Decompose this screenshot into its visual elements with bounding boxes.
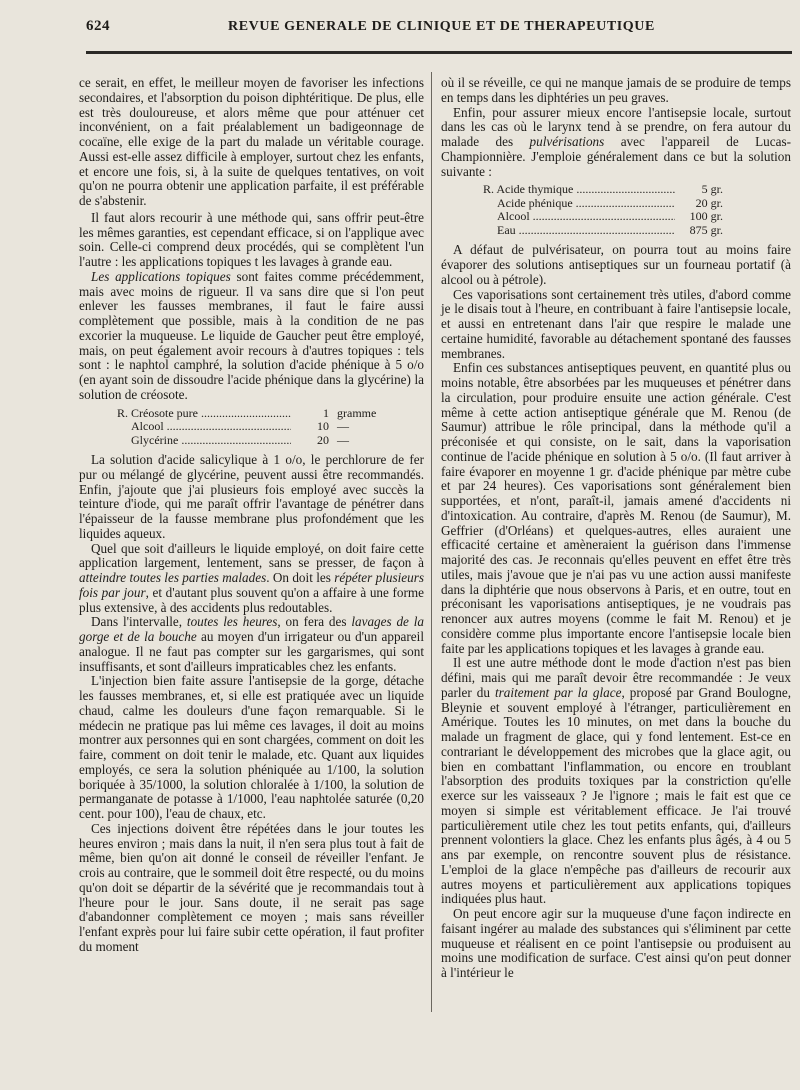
prescription-line: [483, 197, 723, 211]
prescription-line: [117, 407, 393, 421]
paragraph-text: . On doit les: [266, 570, 335, 585]
page-header: [0, 14, 800, 40]
right-column: [441, 76, 791, 981]
paragraph-text: au moyen d'un irrigateur ou d'un appareil analogue. Il ne faut pas compter sur les gargarismes, qui sont insuffisants, et sont d'ailleurs impraticables chez les enfants.: [79, 629, 424, 674]
emphasis: pulvérisations: [529, 134, 605, 149]
paragraph: ce serait, en effet, le meilleur moyen de favoriser les infections secondaires, et l'absorption du poison diphtéritique. De plus, elle est très douloureuse, et alors même que pour atténuer cet inconvénient, on a fait préalablement un badigeonnage de cocaïne, elle exige de la part du malade un véritable courage. Aussi est-elle assez difficile à employer, surtout chez les enfants, et encore une fois, si, à la suite de quelques tentatives, on voit qu'on ne pourra obtenir une application parfaite, il est préférable de s'abstenir.: [79, 75, 424, 208]
emphasis: traitement par la glace: [495, 684, 622, 700]
unit: gramme: [337, 405, 377, 420]
quantity: 100 gr.: [689, 209, 723, 224]
column-divider: [431, 72, 432, 1012]
paragraph-text: avec l'appareil de Lucas-Championnière. J'emploie généralement dans ce but la solution suivante :: [441, 134, 791, 179]
paragraph-text: , proposé par Grand Boulogne, Bleynie et souvent employé à l'étranger, particulièrement en Amérique. Toutes les 10 minutes, on met dans la bouche du malade un fragment de glace, qui y fond lentement. Est-ce en contrariant le développement des microbes que la glace agit, ou bien en combattant l'inflammation, ou encore en troublant l'absorption des produits toxiques par la constriction qu'elle exerce sur les vaisseaux ? Je l'ignore ; mais le fait est que ce moyen si simple est véritablement efficace. Je l'ai trouvé particulièrement utile chez les tout petits enfants, qui, d'ailleurs prennent volontiers la glace. Chez les enfants plus âgés, à 4 ou 5 ans par exemple, on rencontre souvent plus de résistance. L'emploi de la glace n'empêche pas d'ailleurs de recourir aux autres moyens et particulièrement aux applications topiques indiquées plus haut.: [441, 684, 792, 907]
ingredient: Acide phénique .....: [497, 197, 675, 211]
quantity: 20 gr.: [695, 195, 723, 210]
paragraph: A défaut de pulvérisateur, on pourra tout au moins faire évaporer des solutions antiseptiques sur un fourneau portatif (à alcool ou à pétrole).: [441, 242, 791, 287]
prescription-line: [483, 210, 723, 224]
prescription-line: [117, 434, 393, 448]
ingredient: Alcool .....: [131, 420, 291, 434]
paragraph: [79, 270, 424, 403]
paragraph: [79, 542, 424, 616]
quantity: 10: [317, 419, 329, 433]
running-title: REVUE GENERALE DE CLINIQUE ET DE THERAPEUTIQUE: [228, 19, 655, 34]
emphasis: atteindre toutes les parties malades: [79, 570, 267, 585]
quantity: 5 gr.: [701, 182, 723, 197]
prescription-creosote: [79, 407, 393, 448]
paragraph: Ces injections doivent être répétées dans le jour toutes les heures environ ; mais dans la nuit, il n'en sera plus tout à fait de même, bien qu'on ait donné le conseil de réveiller l'enfant. Je crois au contraire, que le sommeil doit être respecté, ou du moins qu'on doit se départir de la sévérité que je recommandais tout à l'heure pour le jour. Sans doute, il ne serait pas sage d'abandonner complètement ce moyen ; mais sans réveiller l'enfant exprès pour lui faire subir cette opération, il faut profiter du moment: [79, 820, 424, 954]
ingredient: R. Créosote pure .....: [117, 407, 291, 421]
prescription-thymol: [441, 183, 723, 237]
unit: —: [337, 432, 349, 447]
paragraph-text: sont faites comme précédemment, mais avec moins de rigueur. Il va sans dire que si l'on peut enlever les fausses membranes, il faut le faire aussi complètement que possible, mais à la condition de ne pas excorier la muqueuse. Le liquide de Gaucher peut être employé, mais, on peut également avoir recours à d'autres topiques : tels sont : le naphtol camphré, la solution d'acide phénique à 5 o/o (en ayant soin de dissoudre l'acide phénique dans la glycérine) la solution de créosote.: [79, 268, 424, 402]
paragraph-text: Il est une autre méthode dont le mode d'action n'est pas bien défini, mais qui me paraît devoir être recommandée : Je veux parler du: [441, 655, 791, 700]
ingredient: R. Acide thymique .....: [483, 183, 675, 197]
paragraph: On peut encore agir sur la muqueuse d'une façon indirecte en faisant ingérer au malade des substances qui s'éliminent par cette muqueuse et réalisent en ce point l'antisepsie ou produisent au moins une modification de surface. C'est ainsi qu'on peut donner à l'intérieur le: [441, 906, 791, 980]
prescription-line: [117, 420, 393, 434]
quantity: 20: [317, 432, 329, 447]
ingredient: Glycérine .....: [131, 434, 291, 448]
paragraph: Il faut alors recourir à une méthode qui, sans offrir peut-être les mêmes garanties, est cependant efficace, si on l'applique avec soin. Celle-ci comprend deux procédés, qui se complètent l'un l'autre : les applications topiques t les lavages à grande eau.: [79, 209, 424, 269]
emphasis: toutes les heures: [186, 614, 278, 630]
paragraph: Ces vaporisations sont certainement très utiles, d'abord comme je le disais tout à l'heure, en contribuant à faire l'antisepsie locale, et aussi en entretenant dans l'air que respire le malade une certaine humidité, favorable au détachement spontané des fausses membranes.: [441, 286, 791, 361]
page-number: 624: [86, 18, 110, 34]
paragraph: L'injection bien faite assure l'antisepsie de la gorge, détache les fausses membranes, et, si elle est pratiquée avec un liquide chaud, calme les douleurs d'une façon remarquable. Si le médecin ne pratique pas lui même ces lavages, il doit au moins montrer aux personnes qui en sont chargées, comment on doit les faire, comment on doit tenir le malade, etc. Quant aux liquides employés, ce sera la solution phéniquée au 1/100, la solution boriquée à 35/1000, la solution chloralée à 1/100, la solution de permanganate de potasse à 1/1000, l'eau naphtolée saturée (0,20 cent. pour 100), l'eau de chaux, etc.: [79, 673, 424, 821]
paragraph: [79, 615, 424, 674]
paragraph-text: Quel que soit d'ailleurs le liquide employé, on doit faire cette application largement, lentement, sans se presser, de façon à: [79, 540, 424, 571]
ingredient: Alcool .....: [497, 210, 675, 224]
paragraph: [441, 656, 791, 907]
paragraph: La solution d'acide salicylique à 1 o/o, le perchlorure de fer pur ou mélangé de glycérine, peuvent aussi être recommandés. Enfin, j'ajoute que j'ai plusieurs fois employé avec succès la teinture d'iode, qui me paraît offrir l'avantage de pénétrer dans l'épaisseur de la fausse membrane plus profondément que les liquides aqueux.: [79, 452, 424, 541]
unit: —: [337, 419, 349, 433]
paragraph-text: Dans l'intervalle,: [91, 614, 187, 630]
paragraph: [441, 106, 791, 180]
paragraph: Enfin ces substances antiseptiques peuvent, en quantité plus ou moins notable, être absorbées par les muqueuses et pénétrer dans la circulation, pour produire ensuite une action générale. C'est même à cette action antiseptique générale que M. Renou (de Saumur) attribue le rôle principal, dans la méthode qu'il a préconisée et qui consiste, on le sait, dans la vaporisation continue de l'acide phénique en solution à 5 o/o. (Il faut arriver à faire évaporer en moyenne 1 gr. d'acide phénique par mètre cube et par 24 heures). Ces vaporisations sont généralement bien supportées, et n'ont, paraît-il, jamais amené d'accidents ni d'intoxication. Au contraire, d'après M. Renou (de Saumur), M. Geffrier (d'Orléans) et quelques-autres, elles auraient une efficacité certaine et amèneraient la guérison dans l'immense majorité des cas. Je reconnais qu'elles peuvent en effet être très utiles, mais j'avoue que je n'ai pas vu une action aussi manifeste dans la diphtérie que nous observons à Paris, et en outre, tout en préconisant les vaporisations antiseptiques, je ne voudrais pas renoncer aux autres moyens (comme le fait M. Renou) et je considère comme plus importante encore l'antisepsie locale bien faite par les applications topiques et les lavages à grande eau.: [441, 360, 791, 656]
left-column: [79, 76, 424, 955]
prescription-line: [483, 224, 723, 238]
header-rule: [86, 51, 792, 54]
quantity: 1: [323, 405, 329, 420]
paragraph: où il se réveille, ce qui ne manque jamais de se produire de temps en temps dans les diphtéries un peu graves.: [441, 75, 791, 105]
paragraph-text: , et d'autant plus souvent qu'on a affaire à une forme plus extensive, à des accidents plus redoutables.: [79, 584, 424, 615]
emphasis: lavages de la gorge et de la bouche: [79, 614, 424, 644]
emphasis: répéter plusieurs fois par jour: [79, 570, 424, 600]
prescription-line: [483, 183, 723, 197]
paragraph-text: Enfin, pour assurer mieux encore l'antisepsie locale, surtout dans les cas où le larynx tend à se prendre, on fera autour du malade des: [441, 104, 791, 149]
quantity: 875 gr.: [689, 222, 723, 237]
ingredient: Eau .....: [497, 224, 675, 238]
paragraph-text: , on fera des: [277, 614, 352, 630]
emphasis: Les applications topiques: [91, 268, 231, 284]
